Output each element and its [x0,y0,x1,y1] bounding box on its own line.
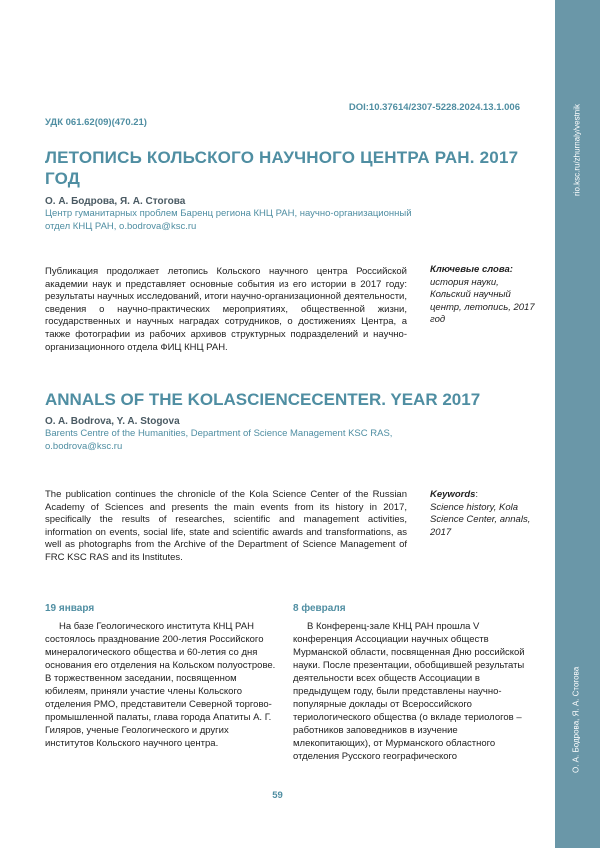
en-keywords-text: Science history, Kola Science Center, annals, 2017 [430,502,540,540]
body-column-left [45,603,277,750]
en-authors: O. A. Bodrova, Y. A. Stogova [45,416,180,427]
ru-keywords-text: история науки, Кольский научный центр, летопись, 2017 год [430,277,540,327]
en-title: ANNALS OF THE KOLASCIENCECENTER. YEAR 2017 [45,390,480,410]
page-number: 59 [0,790,555,801]
en-keywords-colon: : [475,489,478,500]
ru-affiliation: Центр гуманитарных проблем Баренц региона КНЦ РАН, научно-организационный отдел КНЦ РАН, o.bodrova@ksc.ru [45,208,425,233]
running-authors: О. А. Бодрова, Я. А. Стогова [567,665,585,775]
entry-text: На базе Геологического института КНЦ РАН состоялось празднование 200-летия Российского минералогического общества и 60-летия со дня основания его отделения на Кольском полуострове. В торжественном заседании, посвященном юбилеям, приняли участие члены Кольского отделения РМО, представители Северной торгово-промышленной палаты, глава города Апатиты А. Г. Гиляров, ученые Геологического и других институтов Кольского научного центра. [45,620,277,750]
ru-title: ЛЕТОПИСЬ КОЛЬСКОГО НАУЧНОГО ЦЕНТРА РАН. 2017 ГОД [45,147,525,189]
doi: DOI:10.37614/2307-5228.2024.13.1.006 [349,102,520,113]
en-affiliation: Barents Centre of the Humanities, Department of Science Management KSC RAS, o.bodrova@ksc.ru [45,428,425,453]
en-abstract: The publication continues the chronicle of the Kola Science Center of the Russian Academy of Sciences and presents the main events from its history in 2017, specifically the results of researches, scientific and management activities, information on events, social life, state and scientific awards and transformations, as well as photographs from the Archive of the Department of Science Management of FRC KSC RAS and its Institutes. [45,489,407,565]
entry-text: В Конференц-зале КНЦ РАН прошла V конференция Ассоциации научных обществ Мурманской области, посвященная Дню российской науки. После презентации, обобщившей результаты деятельности всех обществ Ассоциации в предыдущем году, были представлены научно-популярные доклады от Всероссийского териологического общества (о вкладе териологов – работников заповедников в изучение млекопитающих), от Мурманского областного отделения Русского географического [293,620,525,763]
ru-keywords [430,264,540,327]
ru-abstract: Публикация продолжает летопись Кольского научного центра Российской академии наук и представляет основные события из его истории в 2017 году: результаты научных исследований, итоги научно-организационной деятельности, сведения о научно-практических мероприятиях, общественной жизни, государственных и научных наградах сотрудников, о достижениях Центра, а также фотографии из рабочих архивов структурных подразделений и научно-организационного отдела ФИЦ КНЦ РАН. [45,266,407,354]
body-column-right [293,603,525,763]
ru-authors: О. А. Бодрова, Я. А. Стогова [45,196,185,207]
entry-date: 19 января [45,603,277,614]
journal-url: rio.ksc.ru/zhurnaly/vestnik [569,100,585,200]
udk-code: УДК 061.62(09)(470.21) [45,117,147,128]
ru-keywords-title: Ключевые слова: [430,264,540,277]
en-keywords-title: Keywords [430,489,475,500]
entry-date: 8 февраля [293,603,525,614]
en-keywords [430,489,540,539]
